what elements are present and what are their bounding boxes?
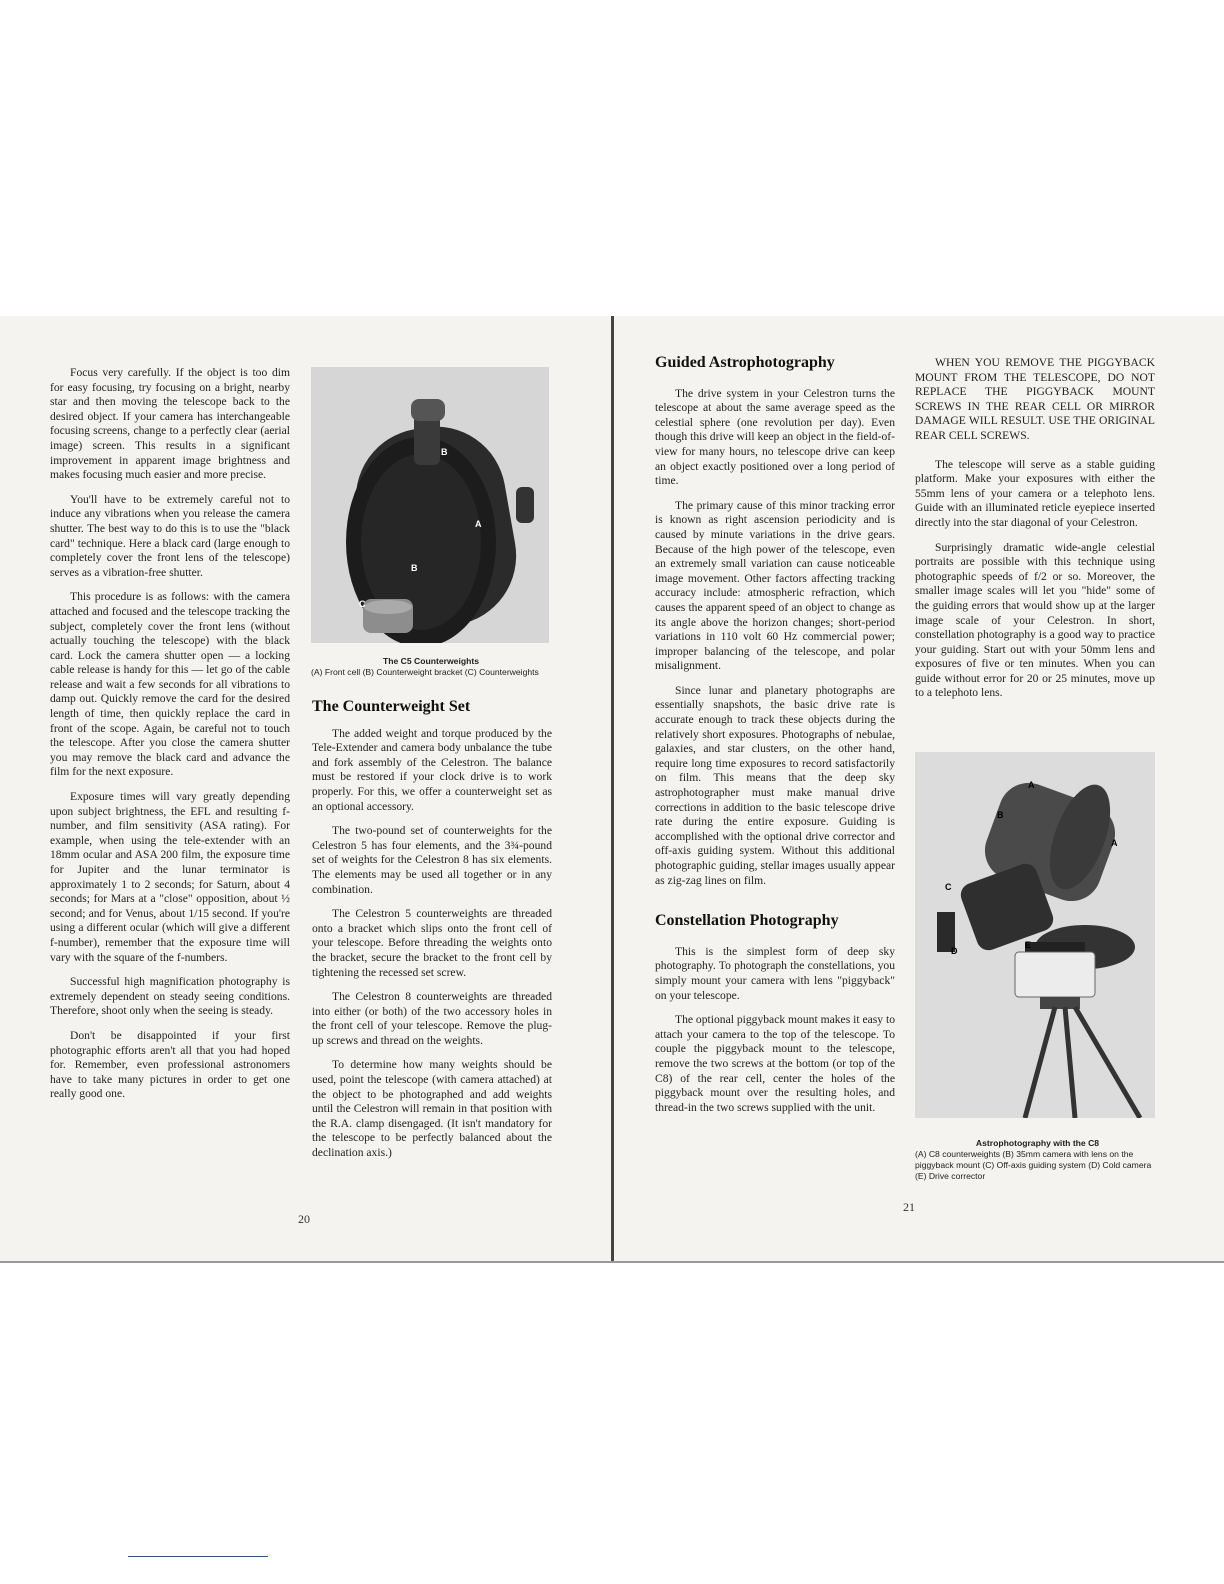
left-page-column-2 (312, 700, 552, 1171)
spread-bottom-edge (0, 1261, 1224, 1263)
paragraph: This is the simplest form of deep sky photography. To photograph the constellations, you simply mount your camera with lens "piggyback" on your telescope. (655, 944, 895, 1002)
paragraph: The telescope will serve as a stable guiding platform. Make your exposures with either the 55mm lens of your camera or a telephoto lens. Guide with an illuminated reticle eyepiece inserted directly into the star diagonal of your Celestron. (915, 457, 1155, 529)
paragraph: To determine how many weights should be used, point the telescope (with camera attached) at the object to be photographed and add weights until the Celestron will remain in that position with the R.A. clamp disengaged. (It isn't mandatory for the telescope to be perfectly balanced about the declination axis.) (312, 1058, 552, 1160)
telescope-illustration (311, 367, 549, 643)
paragraph: You'll have to be extremely careful not to induce any vibrations when you release the camera shutter. The best way to do this is to use the "black card" technique. Here a black card (large enough to completely cover the front lens of the telescope) serves as a vibration-free shutter. (50, 492, 290, 579)
paragraph: This procedure is as follows: with the camera attached and focused and the telescope tracking the subject, completely cover the front lens (without actually touching the telescope) with the black card. Lock the camera shutter open — a locking cable release is handy for this — let go of the cable release and wait a few seconds for all vibrations to damp out. Quickly remove the card for the desired length of time, then quickly replace the card in front of the scope. Again, be careful not to touch the telescope. After you close the camera shutter you may remove the black card and advance the film for the next exposure. (50, 590, 290, 779)
c8-astrophotography-photo (915, 752, 1155, 1118)
paragraph: Don't be disappointed if your first photographic efforts aren't all that you had hoped for. Remember, even professional astronomers have to take many pictures in order to get one really good one. (50, 1028, 290, 1101)
caption-text: (A) Front cell (B) Counterweight bracket (C) Counterweights (311, 667, 539, 677)
paragraph: Successful high magnification photography is extremely dependent on steady seeing conditions. Therefore, shoot only when the seeing is steady. (50, 975, 290, 1018)
figure-label: B (441, 447, 448, 457)
figure-label: D (951, 946, 958, 956)
paragraph: Focus very carefully. If the object is too dim for easy focusing, try focusing on a bright, nearby star and then moving the telescope back to the desired object. If your camera has interchangeable focusing screens, change to a perfectly clear (aerial image) screen. This results in a significant improvement in apparent image brightness and makes focusing much easier and more precise. (50, 366, 290, 482)
page-number: 20 (298, 1212, 310, 1226)
figure-label: A (1028, 780, 1035, 790)
paragraph: Surprisingly dramatic wide-angle celestial portraits are possible with this technique using photographic speeds of f/2 or so. Moreover, the smaller image scales will let you "hide" some of the guiding errors that would show up at the larger image scale of your Celestron. In short, constellation photography is a good way to practice your guiding. Start out with your 50mm lens and exposures of five or ten minutes. When you can guide without error for 20 or 25 minutes, move up to a telephoto lens. (915, 540, 1155, 700)
figure-caption (311, 656, 551, 678)
paragraph: The drive system in your Celestron turns the telescope at about the same average speed as the celestial sphere (one revolution per day). Even though this drive will keep an object in the field-of-view for many hours, no telescope drive can keep an object exactly positioned over a long period of time. (655, 386, 895, 488)
figure-label: B (411, 563, 418, 573)
figure-label: A (475, 519, 482, 529)
section-heading: The Counterweight Set (312, 698, 471, 715)
figure-label: C (945, 882, 952, 892)
caption-title: The C5 Counterweights (383, 656, 479, 666)
left-page-column-1 (50, 366, 290, 1112)
figure-label: E (1025, 940, 1032, 950)
caption-text: (A) C8 counterweights (B) 35mm camera with lens on the piggyback mount (C) Off-axis guiding system (D) Cold camera (E) Drive corrector (915, 1149, 1152, 1181)
paragraph: The added weight and torque produced by the Tele-Extender and camera body unbalance the tube and fork assembly of the Celestron. The balance must be restored if your clock drive is to work properly. For this, we offer a counterweight set as an optional accessory. (312, 726, 552, 813)
paragraph: Since lunar and planetary photographs are essentially snapshots, the basic drive rate is accurate enough to track these objects during the relatively short exposures. Photographs of nebulae, galaxies, and star clusters, on the other hand, require long time exposures to record satisfactorily on film. This means that the deep sky astrophotographer must make manual drive corrections in addition to the basic telescope drive rate during the entire exposure. Guiding is accomplished with the optional drive corrector and off-axis guiding system. Without this additional photographic guiding, stellar images usually appear as zig-zag lines on film. (655, 683, 895, 887)
footer-rule (128, 1556, 268, 1557)
figure-label: A (1111, 838, 1118, 848)
figure-label: C (359, 599, 366, 609)
page-number: 21 (903, 1200, 915, 1214)
c5-counterweights-photo (311, 367, 549, 643)
paragraph: The Celestron 5 counterweights are threaded onto a bracket which slips onto the front cell of your telescope. Before threading the weights onto the bracket, secure the bracket to the front cell by tightening the recessed set screw. (312, 907, 552, 979)
paragraph: The primary cause of this minor tracking error is known as right ascension periodicity and is caused by minute variations in the drive gears. Because of the high power of the telescope, even an extremely small variation can cause noticeable image movement. Other factors affecting tracking accuracy include: atmospheric refraction, which causes the apparent speed of an object to change as its angle above the horizon changes; short-period variations in 110 volt 60 Hz commercial power; improper balancing of the telescope, and polar misalignment. (655, 498, 895, 673)
right-page-column-1 (655, 356, 895, 1125)
section-heading: Constellation Photography (655, 912, 839, 930)
book-gutter (611, 316, 614, 1262)
right-page-column-2 (915, 356, 1155, 711)
figure-caption (915, 1138, 1160, 1182)
paragraph: The Celestron 8 counterweights are threaded into either (or both) of the two accessory holes in the front cell of your telescope. Remove the plug-up screws and thread on the weights. (312, 990, 552, 1047)
caption-title: Astrophotography with the C8 (975, 1138, 1100, 1148)
section-heading: Guided Astrophotography (655, 354, 835, 371)
paragraph: The optional piggyback mount makes it easy to attach your camera to the top of the telescope. To couple the piggyback mount to the telescope, remove the two screws at the bottom (or top of the C8) of the rear cell, center the holes of the piggyback mount over the resulting holes, and thread-in the two screws supplied with the unit. (655, 1013, 895, 1114)
paragraph: Exposure times will vary greatly depending upon subject brightness, the EFL and resulting f-number, and film sensitivity (ASA rating). For example, when using the tele-extender with an 18mm ocular and ASA 200 film, the exposure time for Jupiter and the lunar terminator is approximately 1 to 2 seconds; for Saturn, about 4 seconds; for Mars at a "close" opposition, about ½ second; and for Venus, about 1/15 second. If you're using a different ocular (which will give a different f-number), remember that the exposure time will vary with the square of the f-numbers. (50, 790, 290, 964)
warning-paragraph: WHEN YOU REMOVE THE PIGGYBACK MOUNT FROM THE TELESCOPE, DO NOT REPLACE THE PIGGYBACK MOUNT SCREWS IN THE REAR CELL OR MIRROR DAMAGE WILL RESULT. USE THE ORIGINAL REAR CELL SCREWS. (915, 356, 1155, 442)
figure-label: B (997, 810, 1004, 820)
paragraph: The two-pound set of counterweights for the Celestron 5 has four elements, and the 3¾-pound set of weights for the Celestron 8 has six elements. The elements may be used all together or in any combination. (312, 824, 552, 896)
telescope-illustration (915, 752, 1155, 1118)
